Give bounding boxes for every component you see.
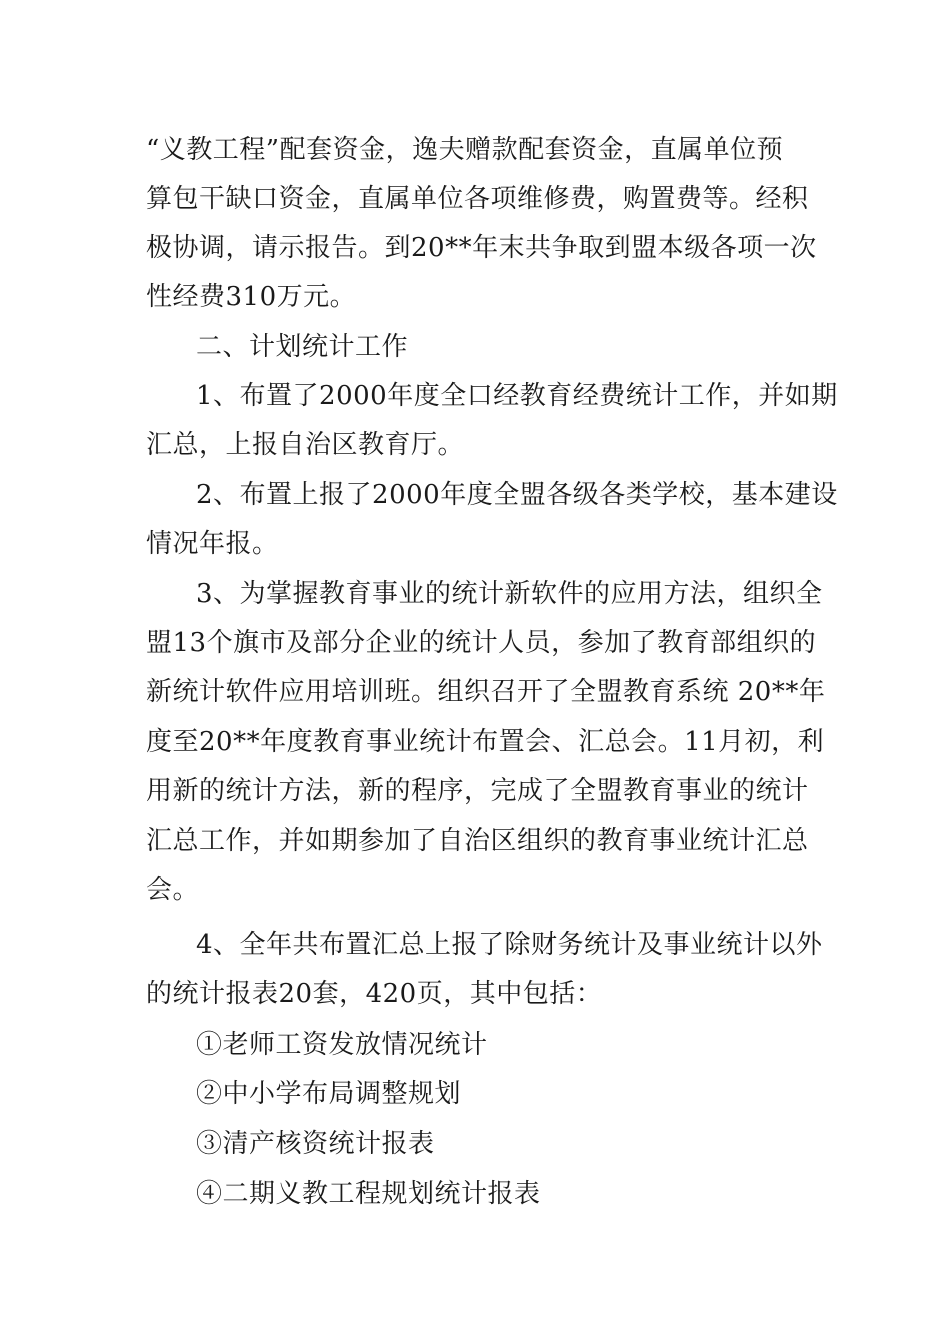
paragraph-line: 新统计软件应用培训班。组织召开了全盟教育系统 20**年 [146, 677, 826, 707]
paragraph-line: 3、为掌握教育事业的统计新软件的应用方法，组织全 [196, 579, 823, 609]
paragraph-line: 汇总工作，并如期参加了自治区组织的教育事业统计汇总 [146, 826, 809, 856]
list-item: ②中小学布局调整规划 [196, 1079, 462, 1109]
paragraph-line: 算包干缺口资金，直属单位各项维修费，购置费等。经积 [146, 184, 809, 214]
paragraph-line: 的统计报表20套，420页，其中包括： [146, 979, 603, 1009]
paragraph-line: 度至20**年度教育事业统计布置会、汇总会。11月初，利 [146, 727, 825, 757]
paragraph-line: 2、布置上报了2000年度全盟各级各类学校，基本建设 [196, 480, 838, 510]
paragraph-line: 汇总，上报自治区教育厅。 [146, 430, 465, 460]
paragraph-line: 极协调，请示报告。到20**年末共争取到盟本级各项一次 [146, 233, 817, 263]
paragraph-line: 1、布置了2000年度全口经教育经费统计工作，并如期 [196, 381, 838, 411]
paragraph-line: “义教工程”配套资金，逸夫赠款配套资金，直属单位预 [146, 135, 784, 165]
list-item: ③清产核资统计报表 [196, 1129, 435, 1159]
paragraph-line: 性经费310万元。 [146, 282, 357, 312]
paragraph-line: 4、全年共布置汇总上报了除财务统计及事业统计以外 [196, 930, 823, 960]
list-item: ①老师工资发放情况统计 [196, 1030, 488, 1060]
paragraph-line: 用新的统计方法，新的程序，完成了全盟教育事业的统计 [146, 776, 809, 806]
paragraph-line: 情况年报。 [146, 529, 279, 559]
paragraph-line: 盟13个旗市及部分企业的统计人员，参加了教育部组织的 [146, 628, 817, 658]
paragraph-line: 会。 [146, 875, 200, 905]
section-heading: 二、计划统计工作 [196, 332, 409, 362]
list-item: ④二期义教工程规划统计报表 [196, 1179, 541, 1209]
